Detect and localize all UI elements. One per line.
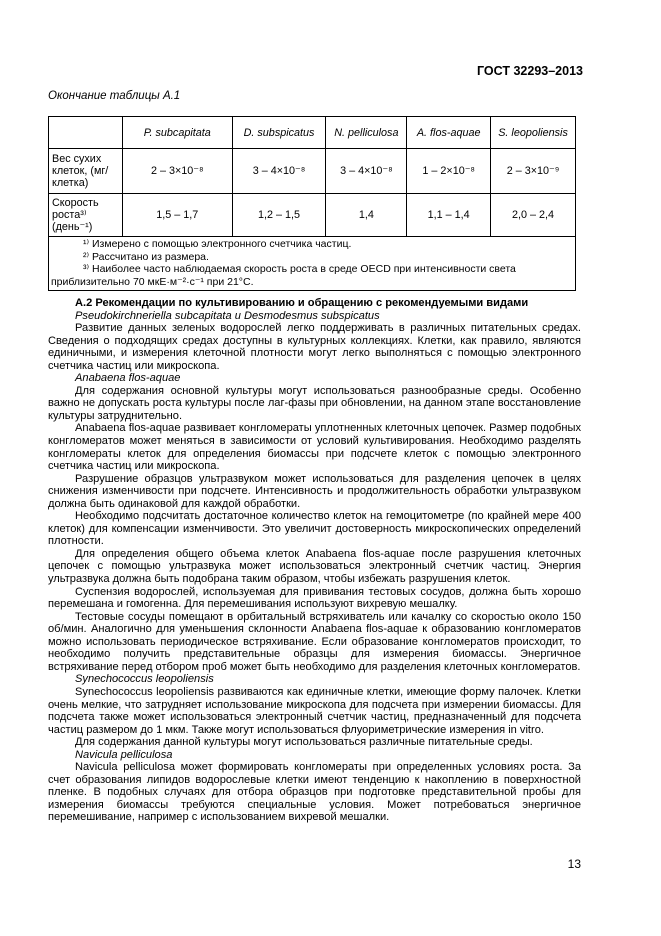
col-header: A. flos-aquae xyxy=(407,117,491,149)
paragraph: Anabaena flos-aquae развивает конгломераты уплотненных клеточных цепочек. Размер подобных конгломератов может меняться в зависимости от условий культивирования. Необходимо разделять конгломераты клеток для определения биомассы при подсчете клеток с помощью электронного счетчика частиц или микроскопа. xyxy=(48,422,581,473)
col-header: S. leopoliensis xyxy=(491,117,576,149)
paragraph: Тестовые сосуды помещают в орбитальный встряхиватель или качалку со скоростью около 150 об/мин. Аналогично для уменьшения склонности Anabaena flos-aquae к образованию конгломератов можно использовать периодическое встряхивание. Если образование конгломератов происходит, то необходимо получить представительные образцы для измерения биомассы. Энергичное встряхивание перед отбором проб может быть необходимо для разделения клеточных конгломератов. xyxy=(48,610,581,673)
paragraph: Разрушение образцов ультразвуком может использоваться для разделения цепочек в целях снижения изменчивости при подсчете. Интенсивность и продолжительность обработки ультразвуком должна быть одинаковой для каждой обработки. xyxy=(48,472,581,510)
col-header: P. subcapitata xyxy=(122,117,232,149)
table-caption: Окончание таблицы А.1 xyxy=(48,90,181,102)
table-cell: 2 – 3×10⁻⁸ xyxy=(122,149,232,194)
table-cell: 3 – 4×10⁻⁸ xyxy=(232,149,326,194)
row-label: Скорость роста³⁾ (день⁻¹) xyxy=(49,194,123,237)
note-1: ¹⁾ Измерено с помощью электронного счетчика частиц. xyxy=(83,238,352,250)
paragraph: Для содержания данной культуры могут использоваться различные питательные среды. xyxy=(75,736,533,749)
table-cell: 2 – 3×10⁻⁹ xyxy=(491,149,576,194)
table-cell: 1 – 2×10⁻⁸ xyxy=(407,149,491,194)
note-2: ²⁾ Рассчитано из размера. xyxy=(83,250,209,263)
paragraph: Необходимо подсчитать достаточное количество клеток на гемоцитометре (по крайней мере 400 клеток) для компенсации изменчивости. Это увеличит достоверность микроскопических определений плотности. xyxy=(48,510,581,548)
table-cell: 1,1 – 1,4 xyxy=(407,194,491,237)
paragraph: Развитие данных зеленых водорослей легко поддерживать в различных питательных средах. Сведения о подходящих средах доступны в культурных коллекциях. Клетки, как правило, являются единичными, и измерения клеточной плотности могут легко выполняться с помощью электронного счетчика частиц или микроскопа. xyxy=(48,322,581,372)
page-number: 13 xyxy=(567,857,581,871)
table-notes xyxy=(49,237,576,291)
table-notes-row xyxy=(49,237,576,291)
col-header: D. subspicatus xyxy=(232,117,326,149)
document-code: ГОСТ 32293–2013 xyxy=(477,64,583,78)
table-cell: 1,4 xyxy=(326,194,407,237)
row-label: Вес сухих клеток, (мг/клетка) xyxy=(49,149,123,194)
paragraph: Для содержания основной культуры могут использоваться разнообразные среды. Особенно важно не допускать роста культуры после лаг-фазы при обновлении, на данном этапе восстановление культуры затруднительно. xyxy=(48,384,581,422)
paragraph: Для определения общего объема клеток Anabaena flos-aquae после разрушения клеточных цепочек с помощью ультразвука может использоваться электронный счетчик частиц. Энергия ультразвука должна быть подобрана таким образом, чтобы избежать разрушения клеток. xyxy=(48,547,581,586)
header-empty-cell xyxy=(49,117,123,149)
table-cell: 3 – 4×10⁻⁸ xyxy=(326,149,407,194)
table-cell: 1,2 – 1,5 xyxy=(232,194,326,237)
col-header: N. pelliculosa xyxy=(326,117,407,149)
section-body xyxy=(48,297,581,824)
data-table xyxy=(48,116,576,291)
table-row xyxy=(49,149,576,194)
species-subheading: Synechococcus leopoliensis xyxy=(75,673,214,686)
table-row xyxy=(49,194,576,237)
table-header-row xyxy=(49,117,576,149)
table-cell: 2,0 – 2,4 xyxy=(491,194,576,237)
species-subheading: Pseudokirchneriella subcapitata и Desmodesmus subspicatus xyxy=(75,309,380,322)
species-subheading: Navicula pelliculosa xyxy=(75,748,173,761)
table-cell: 1,5 – 1,7 xyxy=(122,194,232,237)
section-heading: А.2 Рекомендации по культивированию и обращению с рекомендуемыми видами xyxy=(75,297,529,309)
paragraph: Synechococcus leopoliensis развиваются как единичные клетки, имеющие форму палочек. Клетки очень мелкие, что затрудняет использование микроскопа для подсчета при измерении биомассы. Для подсчета также может использоваться электронный счетчик частиц, предназначенный для подсчета частиц размером до 1 мкм. Также могут использоваться флуориметрические измерения in vitro. xyxy=(48,685,581,736)
species-subheading: Anabaena flos-aquae xyxy=(75,372,181,385)
paragraph: Суспензия водорослей, используемая для прививания тестовых сосудов, должна быть хорошо перемешана и гомогенна. Для перемешивания используют вихревую мешалку. xyxy=(48,585,581,611)
note-3: ³⁾ Наиболее часто наблюдаемая скорость роста в среде OECD при интенсивности света приблизительно 70 мкЕ·м⁻²·с⁻¹ при 21°C. xyxy=(51,263,516,288)
paragraph: Navicula pelliculosa может формировать конгломераты при определенных условиях роста. За счет образования липидов водорослевые клетки имеют тенденцию к накоплению в поверхностной пленке. В подобных случаях для отбора образцов при подготовке представительной пробы для измерения биомассы требуются специальные условия. Может потребоваться энергичное перемешивание, например с использованием вихревой мешалки. xyxy=(48,761,581,824)
